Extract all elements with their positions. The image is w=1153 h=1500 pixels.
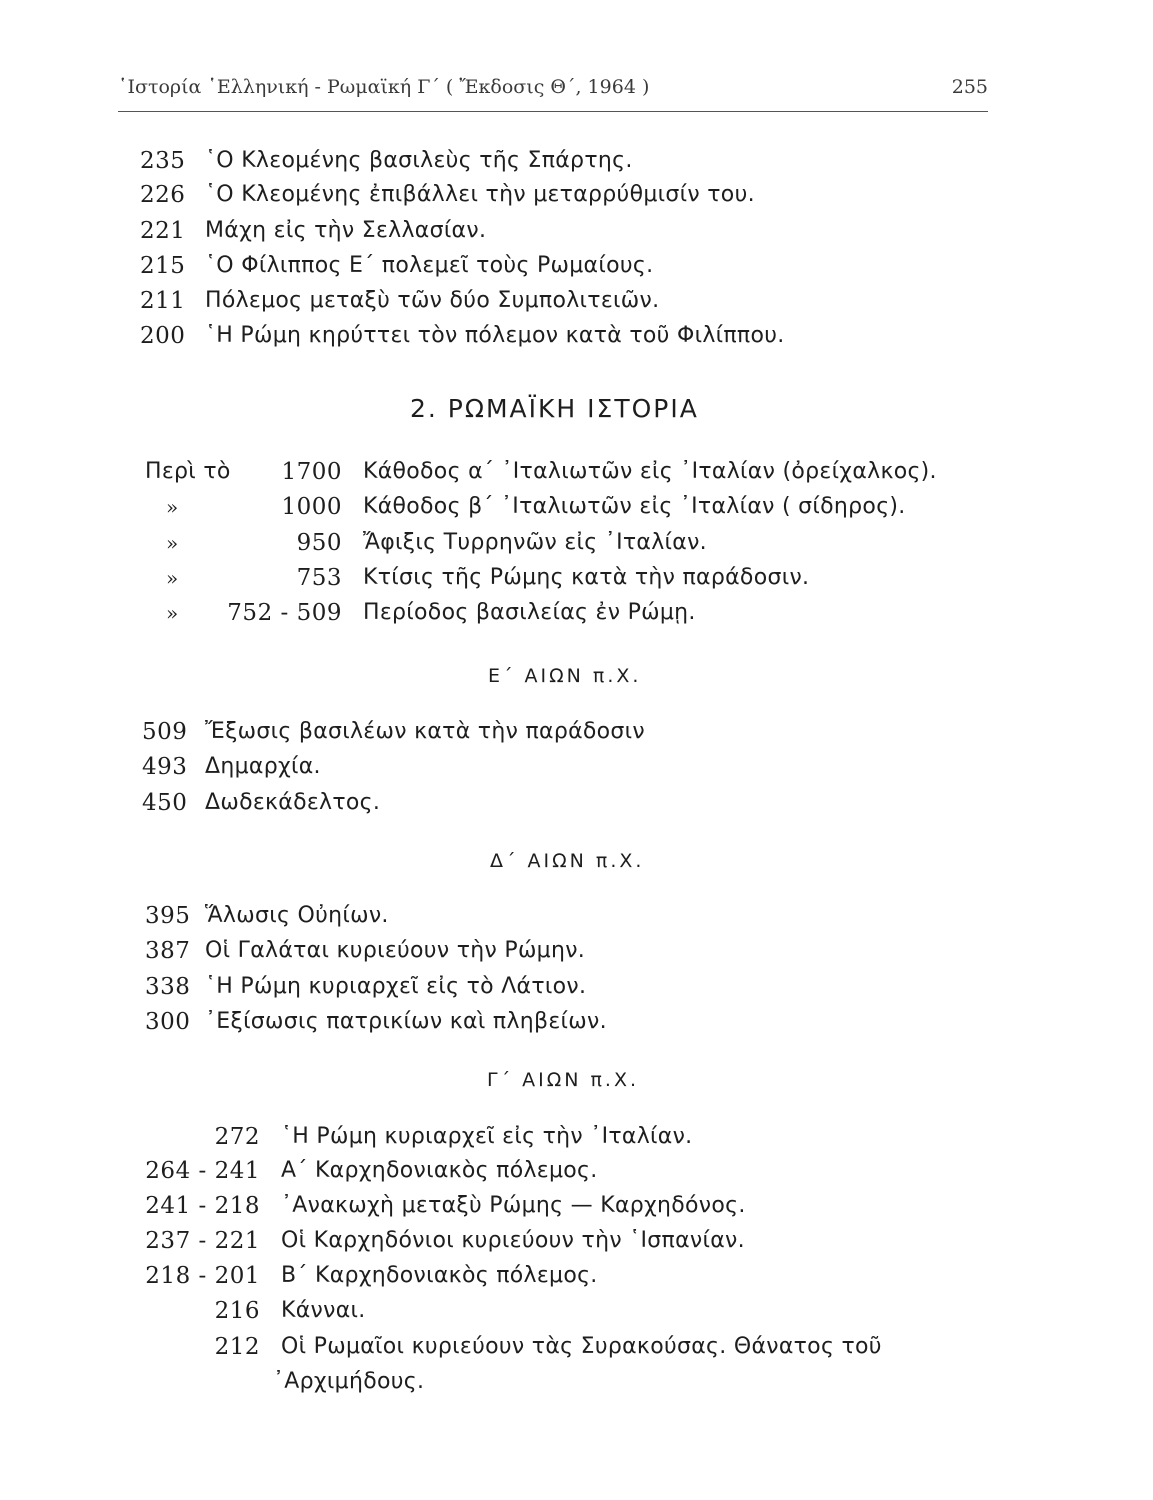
ditto-mark: » (166, 531, 179, 555)
entry-text: Κάθοδος β΄ ᾿Ιταλιωτῶν εἰς ᾿Ιταλίαν ( σίδηρος). (363, 494, 906, 519)
entry-year: 211 (140, 288, 186, 314)
entry-year: 272 (214, 1124, 260, 1150)
entry-text: Ἅλωσις Οὐηίων. (205, 903, 389, 928)
entry-text-continuation: ᾿Αρχιμήδους. (273, 1369, 425, 1394)
entry-text: Δημαρχία. (205, 754, 321, 779)
entry-year: 387 (145, 938, 191, 964)
entry-text: Περίοδος βασιλείας ἐν Ρώμῃ. (363, 600, 696, 625)
entry-year: 753 (296, 565, 342, 591)
entry-text: ῾Η Ρώμη κυριαρχεῖ εἰς τὴν ᾿Ιταλίαν. (281, 1124, 693, 1149)
entry-year: 509 (142, 719, 188, 745)
entry-text: Οἱ Καρχηδόνιοι κυριεύουν τὴν ῾Ισπανίαν. (281, 1228, 745, 1253)
entry-year: 200 (140, 323, 186, 349)
entry-year: 1700 (281, 459, 342, 485)
entry-text: ᾿Εξίσωσις πατρικίων καὶ πληβείων. (205, 1009, 607, 1034)
entry-text: ῾Η Ρώμη κυριαρχεῖ εἰς τὸ Λάτιον. (205, 974, 587, 999)
entry-text: Ἄφιξις Τυρρηνῶν εἰς ᾿Ιταλίαν. (363, 530, 707, 555)
entry-year: 300 (145, 1009, 191, 1035)
entry-year: 493 (142, 754, 188, 780)
entry-year: 264 - 241 (145, 1158, 260, 1184)
entry-year: 338 (145, 974, 191, 1000)
entry-year: 218 - 201 (145, 1263, 260, 1289)
entry-text: Οἱ Γαλάται κυριεύουν τὴν Ρώμην. (205, 938, 586, 963)
entry-text: ᾿Ανακωχὴ μεταξὺ Ρώμης — Καρχηδόνος. (281, 1193, 746, 1218)
entry-text: Οἱ Ρωμαῖοι κυριεύουν τὰς Συρακούσας. Θάνατος τοῦ (281, 1334, 882, 1359)
entry-year: 1000 (281, 494, 342, 520)
entry-text: Μάχη εἰς τὴν Σελλασίαν. (205, 218, 487, 243)
entry-text: ῾Ο Φίλιππος Ε΄ πολεμεῖ τοὺς Ρωμαίους. (205, 253, 654, 278)
entry-text: ῾Ο Κλεομένης βασιλεὺς τῆς Σπάρτης. (205, 148, 633, 173)
header-title: ῾Ιστορία ῾Ελληνική - Ρωμαϊκή Γ΄ ( Ἔκδοσις Θ΄, 1964 ) (118, 76, 650, 98)
century-heading: Γ΄ ΑΙΩΝ π.Χ. (487, 1069, 640, 1091)
century-heading: Δ΄ ΑΙΩΝ π.Χ. (490, 850, 645, 872)
entry-text: Α΄ Καρχηδονιακὸς πόλεμος. (281, 1158, 598, 1183)
entry-year: 241 - 218 (145, 1193, 260, 1219)
entry-year: 235 (140, 148, 186, 174)
entry-text: Πόλεμος μεταξὺ τῶν δύο Συμπολιτειῶν. (205, 288, 660, 313)
entry-year: 226 (140, 182, 186, 208)
entry-year: 450 (142, 790, 188, 816)
entry-year: 752 - 509 (227, 600, 342, 626)
entry-year: 212 (214, 1334, 260, 1360)
entry-text: ῾Ο Κλεομένης ἐπιβάλλει τὴν μεταρρύθμισίν του. (205, 182, 755, 207)
section-title: 2. ΡΩΜΑΪΚΗ ΙΣΤΟΡΙΑ (410, 394, 699, 423)
header-rule (118, 111, 988, 112)
ditto-mark: » (166, 601, 179, 625)
entry-text: Κτίσις τῆς Ρώμης κατὰ τὴν παράδοσιν. (363, 565, 810, 590)
ditto-mark: » (166, 566, 179, 590)
entry-text: Β΄ Καρχηδονιακὸς πόλεμος. (281, 1263, 598, 1288)
entry-year: 221 (140, 218, 186, 244)
entry-text: Κάνναι. (281, 1298, 366, 1323)
entry-text: ῾Η Ρώμη κηρύττει τὸν πόλεμον κατὰ τοῦ Φιλίππου. (205, 323, 785, 348)
entry-text: Δωδεκάδελτος. (205, 790, 381, 815)
entry-year: 237 - 221 (145, 1228, 260, 1254)
entry-year: 215 (140, 253, 186, 279)
entry-prefix: Περὶ τὸ (145, 459, 231, 484)
entry-year: 216 (214, 1298, 260, 1324)
page-number: 255 (951, 76, 988, 98)
ditto-mark: » (166, 495, 179, 519)
entry-year: 395 (145, 903, 191, 929)
century-heading: Ε΄ ΑΙΩΝ π.Χ. (488, 665, 642, 687)
entry-text: Ἔξωσις βασιλέων κατὰ τὴν παράδοσιν (205, 719, 645, 744)
entry-year: 950 (296, 530, 342, 556)
entry-text: Κάθοδος α΄ ᾿Ιταλιωτῶν εἰς ᾿Ιταλίαν (ὀρείχαλκος). (363, 459, 937, 484)
